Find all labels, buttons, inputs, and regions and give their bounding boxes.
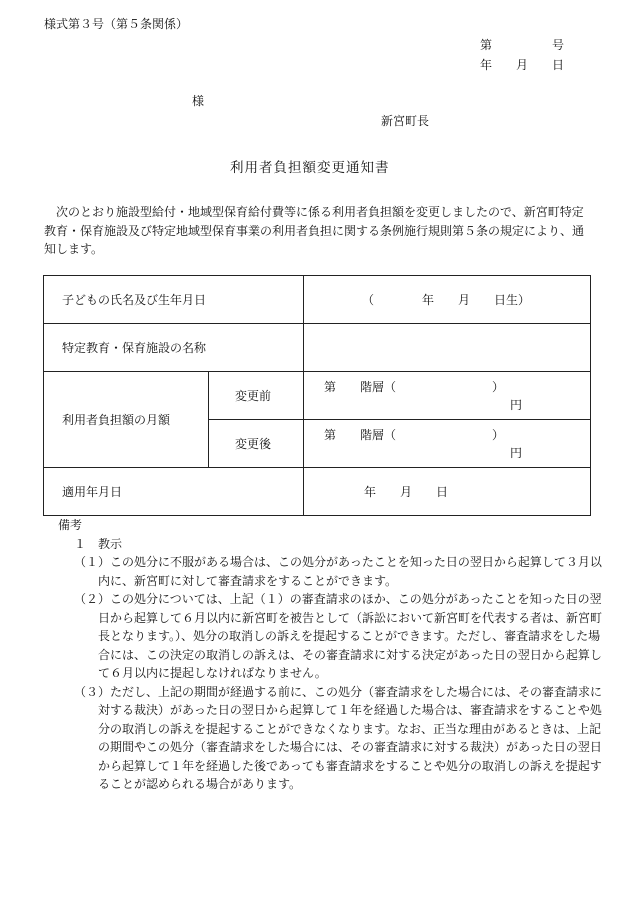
after-tier: 第 階層（ ） — [324, 427, 505, 442]
child-label: 子どもの氏名及び生年月日 — [44, 276, 304, 324]
before-label: 変更前 — [209, 372, 304, 420]
apply-date-label: 適用年月日 — [44, 468, 304, 516]
document-date: 年 月 日 — [480, 58, 565, 72]
intro-text: 次のとおり施設型給付・地域型保育給付費等に係る利用者負担額を変更しましたので、新宮町特定教育・保育施設及び特定地域型保育事業の利用者負担に関する条例施行規則第５条の規定により、通知します。 — [44, 205, 585, 256]
remarks-item-1: （１）この処分に不服がある場合は、この処分があったことを知った日の翌日から起算して３月以内に、新宮町に対して審査請求をすることができます。 — [74, 555, 602, 588]
remarks — [44, 516, 604, 794]
after-label: 変更後 — [209, 420, 304, 468]
monthly-amount-label: 利用者負担額の月額 — [44, 372, 209, 468]
info-table — [43, 275, 591, 516]
child-birth-field: （ 年 月 日生） — [304, 276, 591, 324]
addressee-suffix: 様 — [192, 94, 205, 108]
before-yen: 円 — [510, 397, 523, 412]
after-yen: 円 — [510, 445, 523, 460]
remarks-item-2: （２）この処分については、上記（１）の審査請求のほか、この処分があったことを知った日の翌日から起算して６月以内に新宮町を被告として（訴訟において新宮町を代表する者は、新宮町長となります。）、処分の取消しの訴えを提起することができます。ただし、審査請求をした場合には、この決定の取消しの訴えは、その審査請求に対する決定があった日の翌日から起算して６月以内に提起しなければなりません。 — [74, 592, 603, 680]
remarks-item-3: （３）ただし、上記の期間が経過する前に、この処分（審査請求をした場合には、その審査請求に対する裁決）があった日の翌日から起算して１年を経過した場合は、審査請求をすることや処分の取消しの訴えを提起することができなくなります。なお、正当な理由があるときは、上記の期間やこの処分（審査請求をした場合には、その審査請求に対する裁決）があった日の翌日から起算して１年を経過した後であっても審査請求をすることや処分の取消しの訴えを提起することが認められる場合があります。 — [74, 684, 603, 791]
apply-date-field: 年 月 日 — [304, 468, 591, 516]
facility-field — [304, 324, 591, 372]
remarks-section: １ 教示 — [74, 536, 123, 551]
after-field — [304, 420, 591, 468]
remarks-heading: 備考 — [58, 518, 83, 532]
before-field — [304, 372, 591, 420]
before-tier: 第 階層（ ） — [324, 379, 505, 394]
form-number-label: 様式第３号（第５条関係） — [44, 17, 189, 31]
document-number: 第 号 — [480, 38, 565, 52]
issuer: 新宮町長 — [381, 114, 430, 128]
facility-label: 特定教育・保育施設の名称 — [44, 324, 304, 372]
page-title: 利用者負担額変更通知書 — [230, 160, 390, 176]
